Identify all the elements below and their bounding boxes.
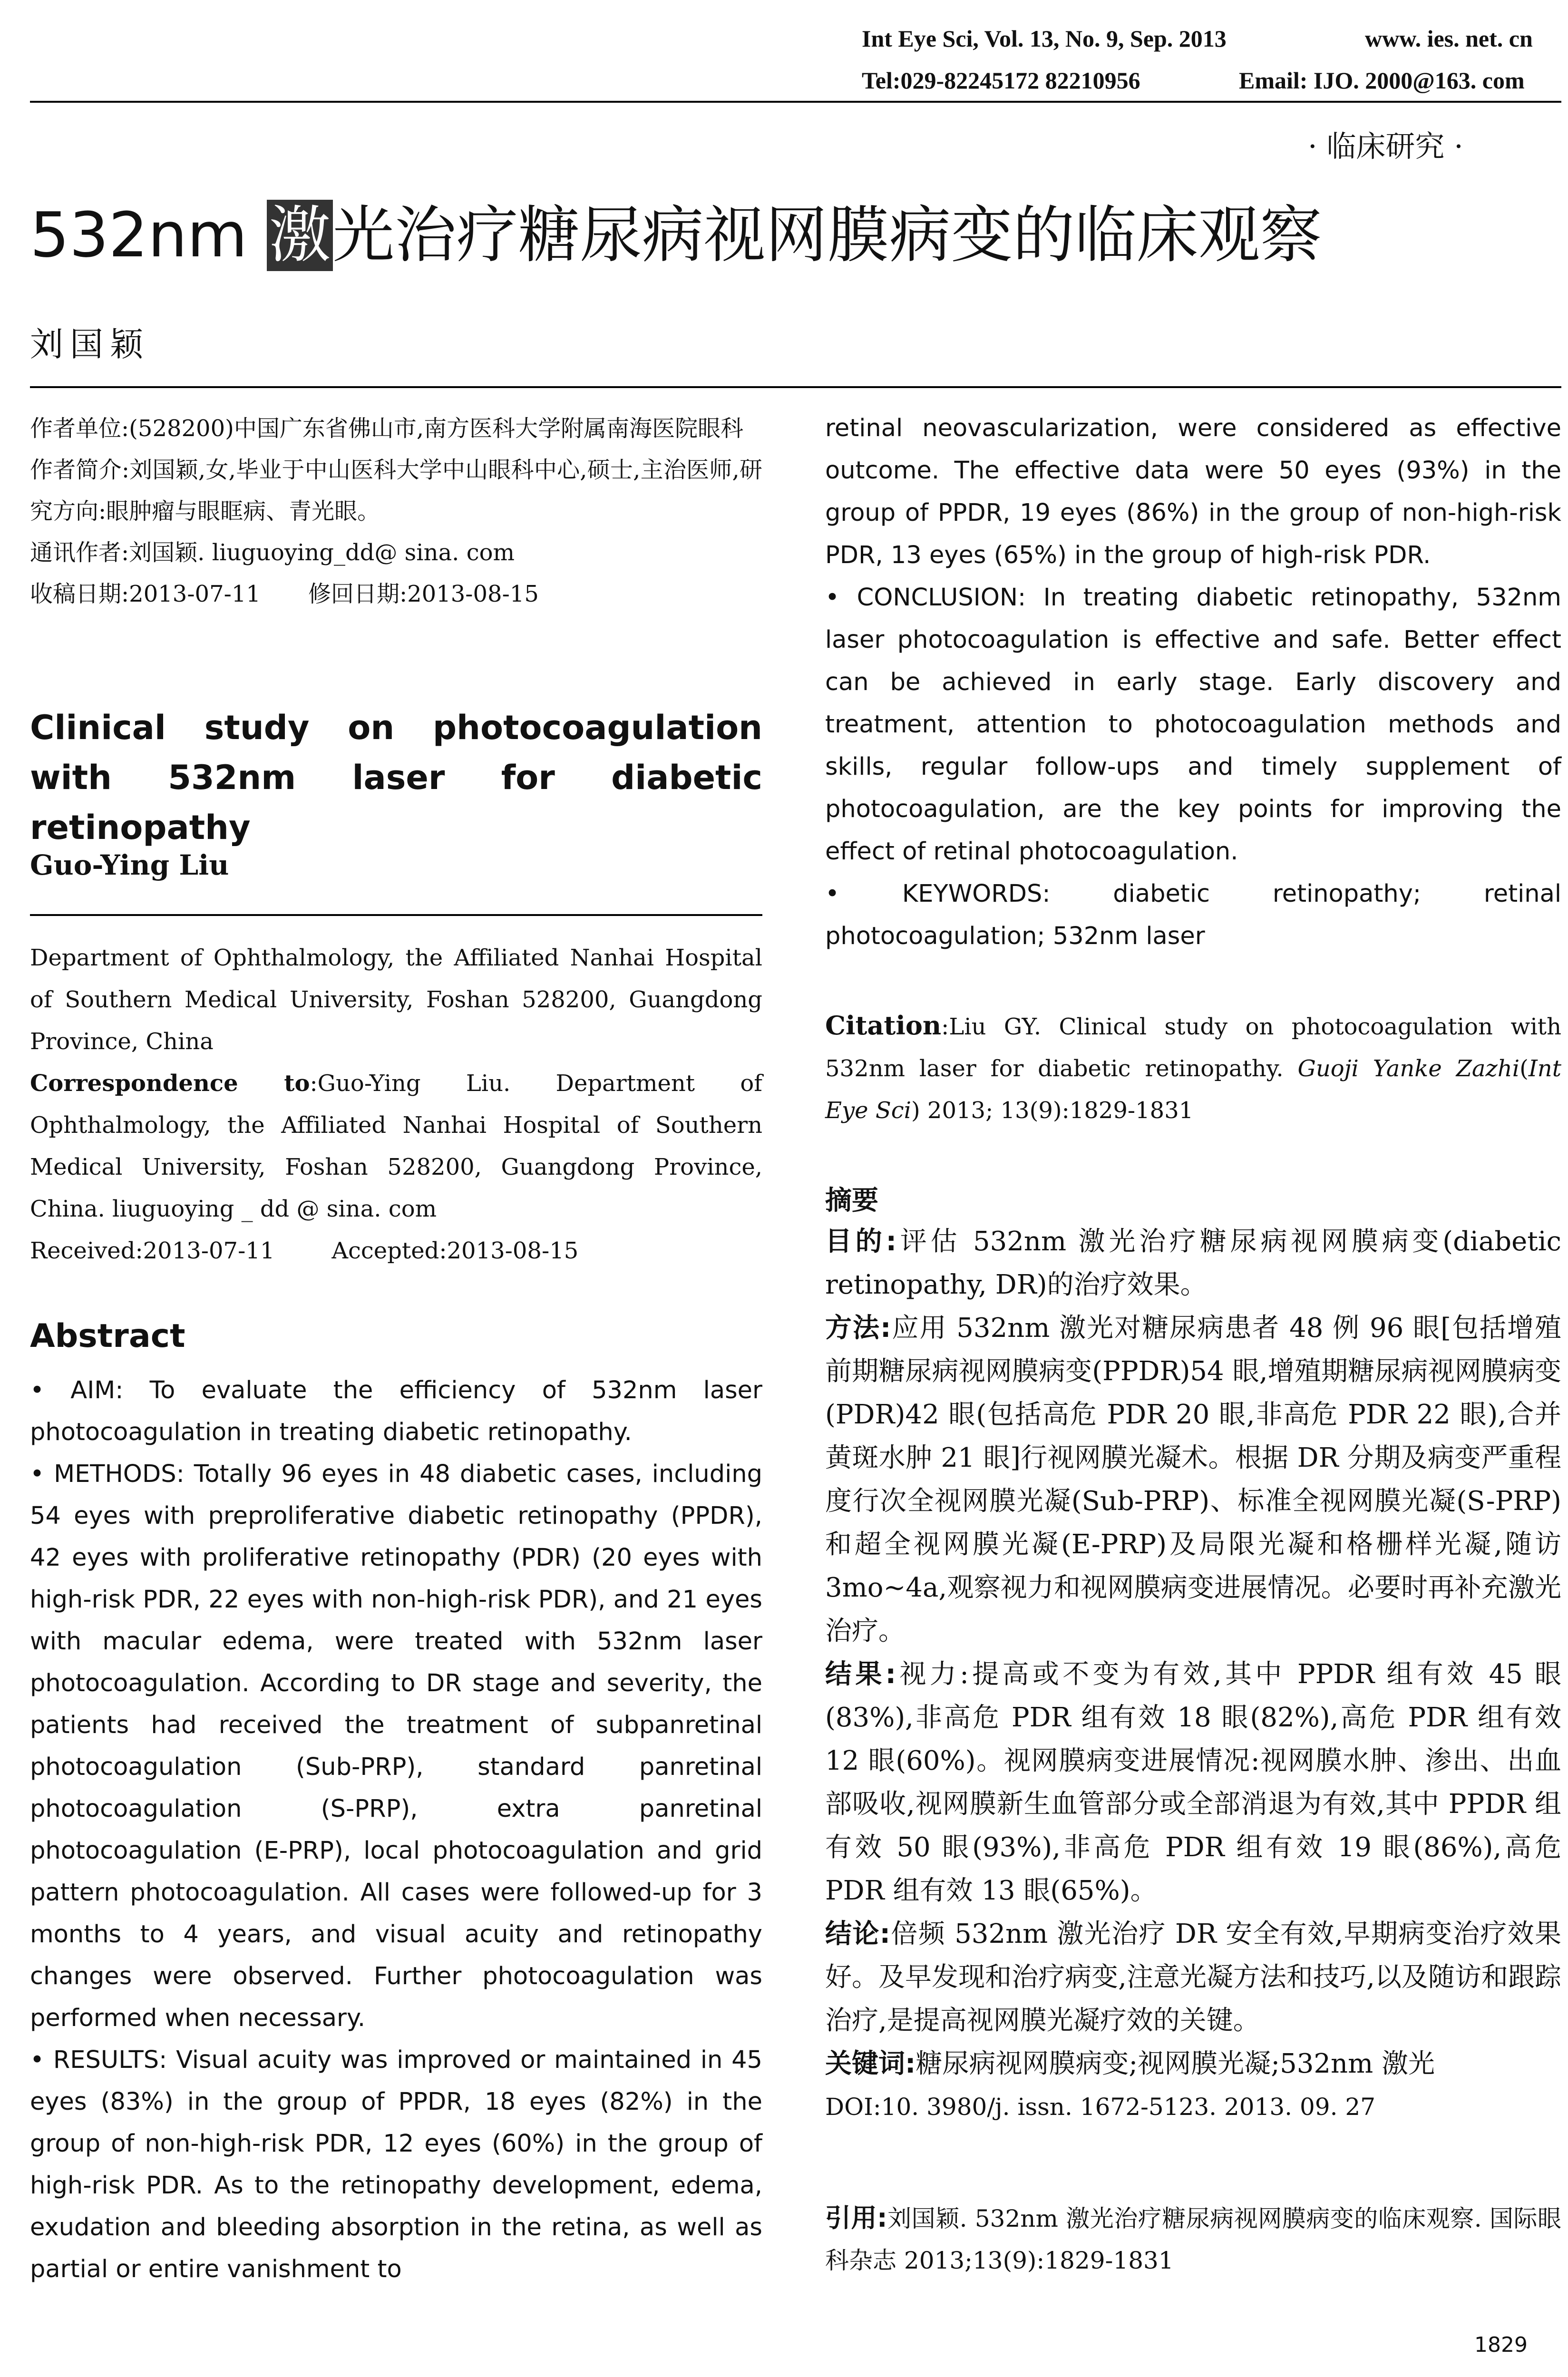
page-number: 1829 <box>1474 2333 1528 2357</box>
author-rule <box>30 914 762 916</box>
correspondence-label: Correspondence to <box>30 1070 310 1097</box>
journal-email: Email: IJO. 2000@163. com <box>1239 67 1525 94</box>
journal-website: www. ies. net. cn <box>1365 25 1533 52</box>
dates-cn <box>30 574 762 615</box>
abstract-results-cont: retinal neovascularization, were considered as effective outcome. The effective data were 50 eyes (93%) in the group of PPDR, 19 eyes (86%) in the group of non-high-risk PDR, 13 eyes (65%) in the group of high-risk PDR. <box>825 414 1561 569</box>
revised-date-cn: 修回日期:2013-08-15 <box>308 581 539 607</box>
abstract-aim: • AIM: To evaluate the efficiency of 532nm laser photocoagulation in treating diabetic retinopathy. <box>30 1376 762 1446</box>
section-label: · 临床研究 · <box>1308 129 1463 164</box>
citation-text-b: ( <box>1519 1055 1529 1082</box>
citation-label: Citation <box>825 1010 942 1041</box>
affiliation-cn: 作者单位:(528200)中国广东省佛山市,南方医科大学附属南海医院眼科 <box>30 415 744 442</box>
abstract-cn-heading: 摘要 <box>825 1185 878 1216</box>
abstract-keywords: • KEYWORDS: diabetic retinopathy; retinal photocoagulation; 532nm laser <box>825 880 1561 950</box>
citation-text-a: :Liu GY. Clinical study on photocoagulation with 532nm laser for diabetic retinopathy. <box>825 1013 1561 1082</box>
abstract-cn-keywords-text: 糖尿病视网膜病变;视网膜光凝;532nm 激光 <box>915 2048 1435 2079</box>
header-rule <box>30 101 1561 103</box>
journal-telephone: Tel:029-82245172 82210956 <box>862 67 1140 94</box>
author-info-cn <box>30 408 762 615</box>
journal-citation-line: Int Eye Sci, Vol. 13, No. 9, Sep. 2013 <box>862 25 1227 52</box>
abstract-cn-results-text: 视力:提高或不变为有效,其中 PPDR 组有效 45 眼(83%),非高危 PDR 组有效 18 眼(82%),高危 PDR 组有效 12 眼(60%)。视网膜病变进展情况:视网膜水肿、渗出、出血部吸收,视网膜新生血管部分或全部消退为有效,其中 PPDR 组有效 50 眼(93%),非高危 PDR 组有效 19 眼(86%),高危 PDR 组有效 13 眼(65%)。 <box>825 1659 1561 1906</box>
affiliation-en: Department of Ophthalmology, the Affiliated Nanhai Hospital of Southern Medical University, Foshan 528200, Guangdong Province, China <box>30 945 762 1055</box>
title-rest: 光治疗糖尿病视网膜病变的临床观察 <box>332 199 1322 271</box>
abstract-cn-conclusion-label: 结论: <box>825 1919 891 1949</box>
accepted-date-en: Accepted:2013-08-15 <box>331 1237 579 1264</box>
corresponding-author-cn: 通讯作者:刘国颖. liuguoying_dd@ sina. com <box>30 539 515 566</box>
abstract-cn-results-label: 结果: <box>825 1659 896 1690</box>
abstract-cn-results <box>825 1653 1561 1912</box>
received-date-en: Received:2013-07-11 <box>30 1237 275 1264</box>
abstract-cn-conclusion <box>825 1912 1561 2042</box>
abstract-results: • RESULTS: Visual acuity was improved or maintained in 45 eyes (83%) in the group of PPDR, 18 eyes (82%) in the group of non-high-risk PDR, 12 eyes (60%) in the group of high-risk PDR. As to the retinopathy development, edema, exudation and bleeding absorption in the retina, as well as partial or entire vanishment to <box>30 2046 762 2283</box>
citation-cn-text: 刘国颖. 532nm 激光治疗糖尿病视网膜病变的临床观察. 国际眼科杂志 2013;13(9):1829-1831 <box>825 2205 1561 2274</box>
abstract-cn-aim <box>825 1220 1561 1306</box>
abstract-cn-methods <box>825 1306 1561 1653</box>
abstract-right-column <box>825 407 1561 957</box>
article-title-cn <box>30 200 1322 271</box>
abstract-cn-body <box>825 1220 1561 2129</box>
correspondence-text: :Guo-Ying Liu. Department of Ophthalmology, the Affiliated Nanhai Hospital of Southern Medical University, Foshan 528200, Guangdong Province, China. liuguoying _ dd @ sina. com <box>30 1070 763 1222</box>
title-highlight-char: 激 <box>267 200 332 271</box>
doi: DOI:10. 3980/j. issn. 1672-5123. 2013. 09. 27 <box>825 2093 1376 2121</box>
author-cn: 刘国颖 <box>30 325 150 364</box>
author-bio-cn: 作者简介:刘国颖,女,毕业于中山医科大学中山眼科中心,硕士,主治医师,研究方向:眼肿瘤与眼眶病、青光眼。 <box>30 457 762 525</box>
author-en: Guo-Ying Liu <box>30 849 229 881</box>
dates-en <box>30 1230 762 1272</box>
abstract-cn-keywords <box>825 2042 1561 2085</box>
abstract-cn-methods-text: 应用 532nm 激光对糖尿病患者 48 例 96 眼[包括增殖前期糖尿病视网膜病变(PPDR)54 眼,增殖期糖尿病视网膜病变(PDR)42 眼(包括高危 PDR 20 眼,非高危 PDR 22 眼),合并黄斑水肿 21 眼]行视网膜光凝术。根据 DR 分期及病变严重程度行次全视网膜光凝(Sub-PRP)、标准全视网膜光凝(S-PRP)和超全视网膜光凝(E-PRP)及局限光凝和格栅样光凝,随访 3mo~4a,观察视力和视网膜病变进展情况。必要时再补充激光治疗。 <box>825 1313 1561 1646</box>
title-prefix: 532nm <box>30 199 267 271</box>
abstract-cn-conclusion-text: 倍频 532nm 激光治疗 DR 安全有效,早期病变治疗效果好。及早发现和治疗病变,注意光凝方法和技巧,以及随访和跟踪治疗,是提高视网膜光凝疗效的关键。 <box>825 1919 1561 2036</box>
abstract-heading: Abstract <box>30 1317 185 1355</box>
citation-en <box>825 1004 1561 1131</box>
title-rule <box>30 386 1561 388</box>
abstract-left-column <box>30 1370 762 2290</box>
citation-text-c: ) 2013; 13(9):1829-1831 <box>911 1097 1194 1124</box>
abstract-methods: • METHODS: Totally 96 eyes in 48 diabetic cases, including 54 eyes with preproliferative diabetic retinopathy (PPDR), 42 eyes with proliferative retinopathy (PDR) (20 eyes with high-risk PDR, 22 eyes with non-high-risk PDR), and 21 eyes with macular edema, were treated with 532nm laser photocoagulation. According to DR stage and severity, the patients had received the treatment of subpanretinal photocoagulation (Sub-PRP), standard panretinal photocoagulation (S-PRP), extra panretinal photocoagulation (E-PRP), local photocoagulation and grid pattern photocoagulation. All cases were followed-up for 3 months to 4 years, and visual acuity and retinopathy changes were observed. Further photocoagulation was performed when necessary. <box>30 1460 762 2032</box>
affiliation-block-en <box>30 937 762 1272</box>
abstract-cn-methods-label: 方法: <box>825 1313 891 1344</box>
correspondence-en <box>30 1062 762 1230</box>
article-title-en: Clinical study on photocoagulation with 532nm laser for diabetic retinopathy <box>30 708 762 847</box>
abstract-cn-aim-text: 评估 532nm 激光治疗糖尿病视网膜病变(diabetic retinopathy, DR)的治疗效果。 <box>825 1226 1561 1300</box>
abstract-cn-aim-label: 目的: <box>825 1226 896 1257</box>
abstract-cn-keywords-label: 关键词: <box>825 2048 916 2079</box>
citation-cn <box>825 2197 1561 2281</box>
citation-journal-abbr: Int Eye Sci <box>825 1055 1561 1124</box>
received-date-cn: 收稿日期:2013-07-11 <box>30 581 261 607</box>
abstract-conclusion: • CONCLUSION: In treating diabetic retinopathy, 532nm laser photocoagulation is effective and safe. Better effect can be achieved in early stage. Early discovery and treatment, attention to photocoagulation methods and skills, regular follow-ups and timely supplement of photocoagulation, are the key points for improving the effect of retinal photocoagulation. <box>825 584 1561 866</box>
citation-cn-label: 引用: <box>825 2203 887 2233</box>
citation-journal: Guoji Yanke Zazhi <box>1297 1055 1520 1082</box>
